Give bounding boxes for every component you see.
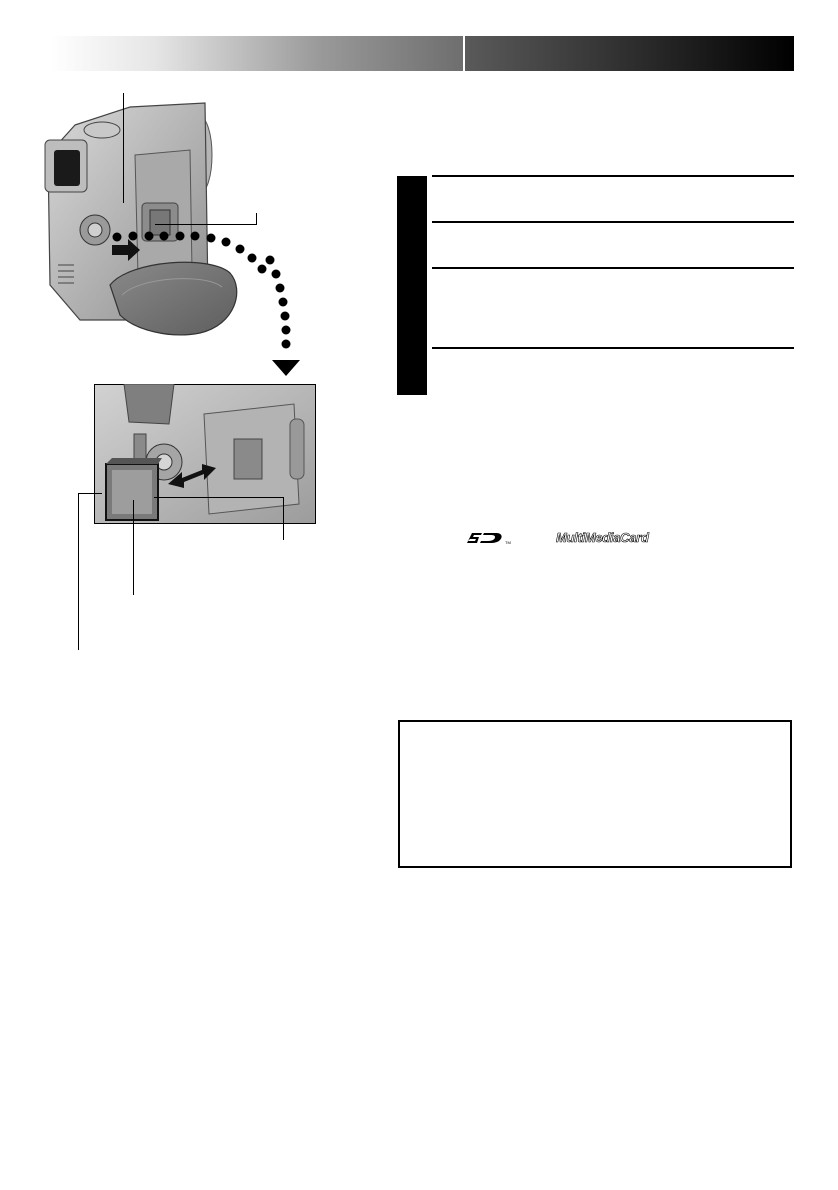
step-divider bbox=[432, 175, 794, 177]
header-band-right bbox=[465, 36, 794, 71]
callout-line bbox=[78, 493, 79, 650]
step-divider bbox=[432, 221, 794, 223]
step-divider bbox=[432, 347, 794, 349]
step-divider bbox=[432, 267, 794, 269]
callout-line bbox=[155, 224, 256, 225]
multimediacard-logo: MultiMediaCard bbox=[556, 530, 649, 545]
callout-line bbox=[256, 213, 257, 225]
svg-text:TM: TM bbox=[505, 540, 511, 545]
note-box bbox=[398, 720, 792, 868]
header-band-left bbox=[50, 36, 463, 71]
callout-line bbox=[78, 493, 102, 494]
callout-line bbox=[133, 500, 134, 595]
callout-line bbox=[283, 497, 284, 540]
callout-line bbox=[154, 497, 283, 498]
sd-logo bbox=[466, 529, 512, 547]
step-sidebar-bar bbox=[397, 176, 427, 395]
callout-line bbox=[123, 93, 124, 203]
dotted-arrow bbox=[230, 240, 310, 385]
